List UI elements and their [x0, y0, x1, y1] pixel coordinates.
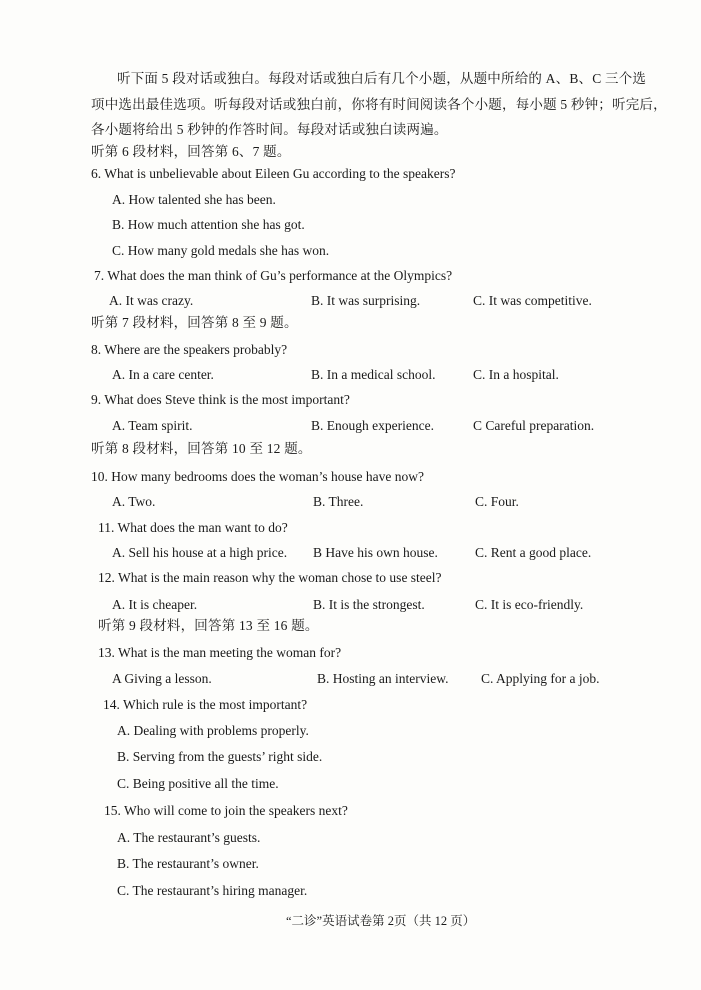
question-stem: 14. Which rule is the most important?: [103, 697, 308, 712]
option-a[interactable]: A. The restaurant’s guests.: [117, 830, 261, 845]
question-stem: 8. Where are the speakers probably?: [91, 342, 288, 357]
option-b[interactable]: B. It was surprising.: [311, 293, 421, 308]
option-b[interactable]: B. Serving from the guests’ right side.: [117, 749, 323, 764]
option-c[interactable]: C. Four.: [475, 494, 519, 509]
option-a[interactable]: A. It was crazy.: [109, 293, 194, 308]
option-a[interactable]: A. How talented she has been.: [112, 192, 276, 207]
option-a[interactable]: A. Team spirit.: [112, 418, 193, 433]
option-b[interactable]: B. Hosting an interview.: [317, 671, 449, 686]
section-header: 听第 6 段材料，回答第 6、7 题。: [91, 144, 291, 159]
question-stem: 12. What is the main reason why the woman chose to use steel?: [98, 570, 442, 585]
question-stem: 6. What is unbelievable about Eileen Gu according to the speakers?: [91, 166, 456, 181]
section-header: 听第 7 段材料，回答第 8 至 9 题。: [91, 315, 298, 330]
option-b[interactable]: B Have his own house.: [313, 545, 438, 560]
option-b[interactable]: B. In a medical school.: [311, 367, 436, 382]
instructions-line-3: 各小题将给出 5 秒钟的作答时间。每段对话或独白读两遍。: [91, 122, 448, 137]
option-b[interactable]: B. Enough experience.: [311, 418, 434, 433]
option-a[interactable]: A Giving a lesson.: [112, 671, 212, 686]
option-b[interactable]: B. How much attention she has got.: [112, 217, 305, 232]
option-c[interactable]: C. Applying for a job.: [481, 671, 600, 686]
section-header: 听第 9 段材料，回答第 13 至 16 题。: [98, 618, 319, 633]
question-stem: 10. How many bedrooms does the woman’s house have now?: [91, 469, 424, 484]
page-footer: “二诊”英语试卷第 2页（共 12 页）: [286, 914, 476, 928]
question-stem: 9. What does Steve think is the most important?: [91, 392, 350, 407]
question-stem: 15. Who will come to join the speakers next?: [104, 803, 348, 818]
option-c[interactable]: C. The restaurant’s hiring manager.: [117, 883, 308, 898]
option-a[interactable]: A. It is cheaper.: [112, 597, 198, 612]
section-header: 听第 8 段材料，回答第 10 至 12 题。: [91, 441, 312, 456]
instructions-line-1: 听下面 5 段对话或独白。每段对话或独白后有几个小题，从题中所给的 A、B、C 三个选: [117, 71, 647, 86]
option-a[interactable]: A. Sell his house at a high price.: [112, 545, 288, 560]
option-c[interactable]: C. It was competitive.: [473, 293, 592, 308]
option-b[interactable]: B. It is the strongest.: [313, 597, 425, 612]
question-stem: 7. What does the man think of Gu’s performance at the Olympics?: [94, 268, 453, 283]
option-c[interactable]: C. Rent a good place.: [475, 545, 592, 560]
option-c[interactable]: C Careful preparation.: [473, 418, 595, 433]
option-c[interactable]: C. In a hospital.: [473, 367, 559, 382]
question-stem: 11. What does the man want to do?: [98, 520, 288, 535]
option-a[interactable]: A. Dealing with problems properly.: [117, 723, 309, 738]
question-stem: 13. What is the man meeting the woman for?: [98, 645, 342, 660]
option-b[interactable]: B. Three.: [313, 494, 364, 509]
instructions-line-2: 项中选出最佳选项。听每段对话或独白前，你将有时间阅读各个小题，每小题 5 秒钟；听完后，: [91, 97, 667, 112]
option-a[interactable]: A. In a care center.: [112, 367, 214, 382]
option-c[interactable]: C. It is eco-friendly.: [475, 597, 584, 612]
option-b[interactable]: B. The restaurant’s owner.: [117, 856, 259, 871]
option-c[interactable]: C. Being positive all the time.: [117, 776, 279, 791]
option-c[interactable]: C. How many gold medals she has won.: [112, 243, 330, 258]
option-a[interactable]: A. Two.: [112, 494, 156, 509]
